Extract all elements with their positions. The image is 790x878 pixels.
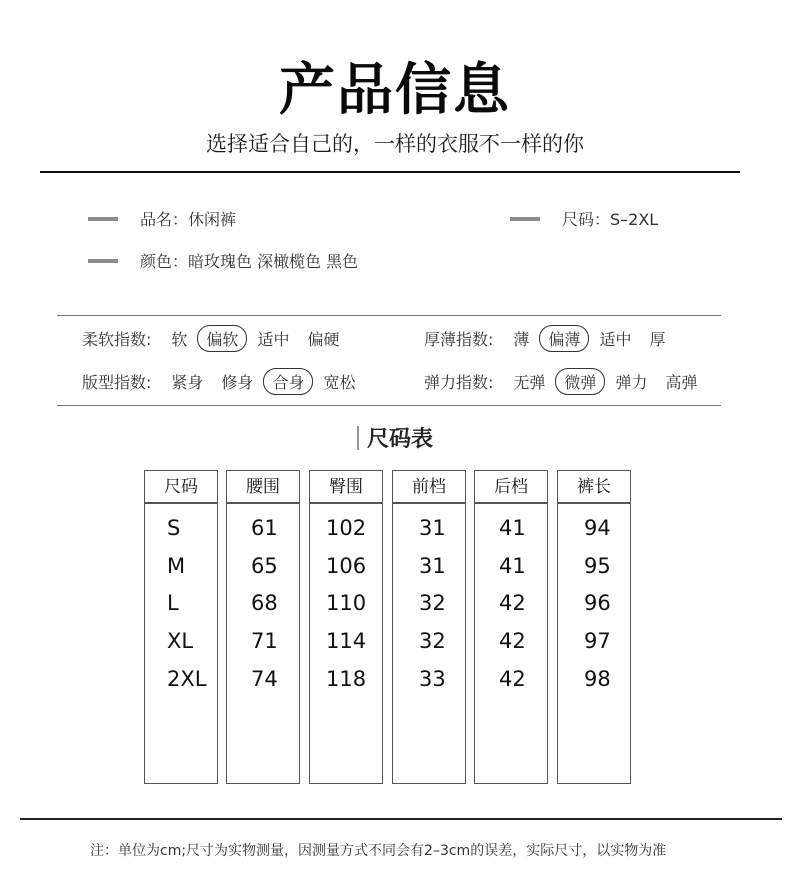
softness-label: 柔软指数:: [82, 329, 152, 349]
fit-index: [82, 367, 373, 395]
size-range: 尺码：S–2XL: [562, 210, 659, 229]
table-cell: S: [167, 516, 181, 540]
table-cell: 42: [499, 591, 526, 615]
table-cell: XL: [167, 629, 194, 653]
table-cell: 41: [499, 554, 526, 578]
elasticity-option: 无弹: [513, 372, 546, 392]
table-cell: 32: [419, 629, 446, 653]
table-cell: 71: [251, 629, 278, 653]
thickness-option-selected: 偏薄: [539, 325, 589, 352]
table-cell: 2XL: [167, 667, 207, 691]
top-divider: [40, 171, 740, 173]
softness-index: [82, 324, 357, 352]
index-bottom-divider: [57, 405, 721, 406]
table-cell: 42: [499, 667, 526, 691]
thickness-option: 薄: [513, 329, 530, 349]
elasticity-option-selected: 微弹: [555, 368, 605, 395]
column-header: 臀围: [310, 471, 382, 504]
table-cell: 61: [251, 516, 278, 540]
index-top-divider: [57, 315, 721, 316]
softness-option: 软: [171, 329, 188, 349]
table-cell: L: [167, 591, 179, 615]
table-cell: 97: [584, 629, 611, 653]
product-name: 品名：休闲裤: [140, 210, 237, 229]
column-header: 腰围: [227, 471, 299, 504]
table-cell: M: [167, 554, 186, 578]
column-header: 尺码: [145, 471, 217, 504]
table-cell: 95: [584, 554, 611, 578]
thickness-option: 厚: [649, 329, 666, 349]
elasticity-option: 高弹: [665, 372, 698, 392]
fit-label: 版型指数:: [82, 372, 152, 392]
column-front-rise: [392, 470, 466, 784]
info-name-row: [88, 207, 236, 230]
softness-option: 偏硬: [307, 329, 340, 349]
column-size: [144, 470, 218, 784]
column-header: 裤长: [558, 471, 630, 504]
info-size-row: [510, 207, 658, 230]
size-table-title: 尺码表: [0, 422, 790, 453]
fit-option-selected: 合身: [263, 368, 313, 395]
measurement-note: 注：单位为cm;尺寸为实物测量，因测量方式不同会有2–3cm的误差，实际尺寸，以实物为准: [90, 843, 667, 859]
column-waist: [226, 470, 300, 784]
table-cell: 41: [499, 516, 526, 540]
elasticity-index: [424, 367, 715, 395]
column-back-rise: [474, 470, 548, 784]
table-cell: 106: [326, 554, 367, 578]
table-cell: 33: [419, 667, 446, 691]
page-subtitle: 选择适合自己的，一样的衣服不一样的你: [206, 132, 584, 156]
column-header: 前档: [393, 471, 465, 504]
table-cell: 102: [326, 516, 367, 540]
table-cell: 31: [419, 516, 446, 540]
fit-option: 修身: [221, 372, 254, 392]
bullet-dash-icon: [510, 217, 540, 221]
page-title: 产品信息: [279, 58, 511, 123]
bottom-divider: [20, 818, 782, 820]
table-cell: 118: [326, 667, 367, 691]
product-colors: 颜色：暗玫瑰色 深橄榄色 黑色: [140, 252, 359, 271]
column-hip: [309, 470, 383, 784]
elasticity-option: 弹力: [615, 372, 648, 392]
table-cell: 110: [326, 591, 367, 615]
column-length: [557, 470, 631, 784]
bullet-dash-icon: [88, 217, 118, 221]
table-cell: 65: [251, 554, 278, 578]
softness-option: 适中: [257, 329, 290, 349]
table-cell: 42: [499, 629, 526, 653]
thickness-label: 厚薄指数:: [424, 329, 494, 349]
thickness-index: [424, 324, 683, 352]
elasticity-label: 弹力指数:: [424, 372, 494, 392]
table-cell: 32: [419, 591, 446, 615]
table-cell: 94: [584, 516, 611, 540]
title-bar-icon: [357, 426, 359, 450]
fit-option: 宽松: [323, 372, 356, 392]
table-cell: 98: [584, 667, 611, 691]
bullet-dash-icon: [88, 259, 118, 263]
column-header: 后档: [475, 471, 547, 504]
info-color-row: [88, 249, 358, 272]
fit-option: 紧身: [171, 372, 204, 392]
table-cell: 68: [251, 591, 278, 615]
table-cell: 96: [584, 591, 611, 615]
table-cell: 31: [419, 554, 446, 578]
softness-option-selected: 偏软: [197, 325, 247, 352]
table-cell: 114: [326, 629, 367, 653]
table-cell: 74: [251, 667, 278, 691]
thickness-option: 适中: [599, 329, 632, 349]
